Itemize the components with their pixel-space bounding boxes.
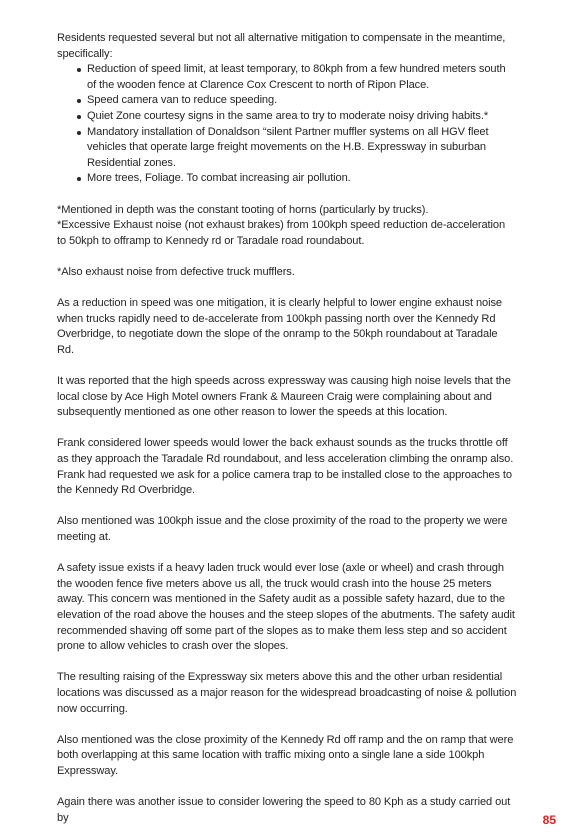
mitigation-list bbox=[57, 62, 517, 187]
list-item: More trees, Foliage. To combat increasing air pollution. bbox=[87, 171, 517, 187]
note-exhaust: *Excessive Exhaust noise (not exhaust brakes) from 100kph speed reduction de-acceleration to 50kph to offramp to Kennedy rd or Taradale road roundabout. bbox=[57, 219, 506, 247]
paragraph: As a reduction in speed was one mitigation, it is clearly helpful to lower engine exhaust noise when trucks rapidly need to de-accelerate from 100kph passing north over the Kennedy Rd Overbridge, to negotiate down the slope of the onramp to the 50kph roundabout at Taradale Rd. bbox=[57, 297, 502, 356]
paragraph: Also mentioned was 100kph issue and the close proximity of the road to the property we were meeting at. bbox=[57, 515, 508, 543]
paragraph: The resulting raising of the Expressway six meters above this and the other urban residential locations was discussed as a major reason for the widespread broadcasting of noise & pollution now occurring. bbox=[57, 671, 517, 715]
note-horns: *Mentioned in depth was the constant tooting of horns (particularly by trucks). bbox=[57, 203, 429, 216]
paragraph: Again there was another issue to consider lowering the speed to 80 Kph as a study carried out by bbox=[57, 796, 511, 824]
list-item: Quiet Zone courtesy signs in the same area to try to moderate noisy driving habits.* bbox=[87, 109, 517, 125]
page-number: 85 bbox=[542, 813, 556, 827]
paragraph: Frank considered lower speeds would lower the back exhaust sounds as the trucks throttle off as they approach the Taradale Rd roundabout, and less acceleration climbing the onramp also. Frank had requested we ask for a police camera trap to be installed close to the approaches to the Kennedy Rd Overbridge. bbox=[57, 437, 514, 497]
note-mufflers: *Also exhaust noise from defective truck mufflers. bbox=[57, 265, 295, 278]
paragraph: It was reported that the high speeds across expressway was causing high noise levels that the local close by Ace High Motel owners Frank & Maureen Craig were complaining about and subsequently mentioned as one other reason to lower the speeds at this location. bbox=[57, 375, 511, 419]
intro-paragraph: Residents requested several but not all alternative mitigation to compensate in the meantime, specifically: bbox=[57, 32, 506, 60]
paragraph: A safety issue exists if a heavy laden truck would ever lose (axle or wheel) and crash through the wooden fence five meters above us all, the truck would crash into the house 25 meters away. This concern was mentioned in the Safety audit as a possible safety hazard, due to the elevation of the road above the houses and the steep slopes of the abutments. The safety audit recommended shaving off some part of the slopes as to make them less step and so accident prone to allow vehicles to crash over the slopes. bbox=[57, 562, 515, 653]
list-item: Speed camera van to reduce speeding. bbox=[87, 93, 517, 109]
list-item: Reduction of speed limit, at least temporary, to 80kph from a few hundred meters south of the wooden fence at Clarence Cox Crescent to north of Ripon Place. bbox=[87, 62, 517, 93]
list-item: Mandatory installation of Donaldson “silent Partner muffler systems on all HGV fleet vehicles that operate large freight movements on the H.B. Expressway in suburban Residential zones. bbox=[87, 125, 517, 172]
paragraph: Also mentioned was the close proximity of the Kennedy Rd off ramp and the on ramp that were both overlapping at this same location with traffic mixing onto a single lane a side 100kph Expressway. bbox=[57, 733, 514, 777]
document-body bbox=[57, 31, 517, 826]
